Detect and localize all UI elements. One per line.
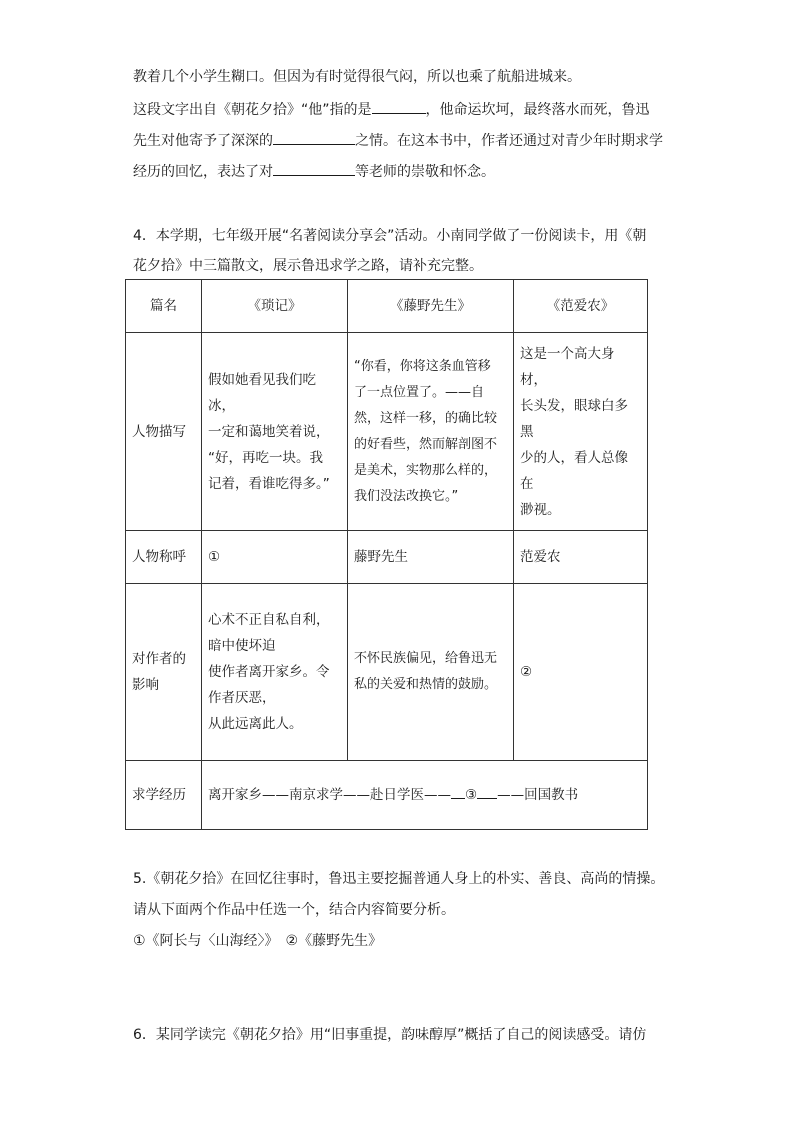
cell-description-tengye: “你看，你将这条血管移 了一点位置了。——自 然，这样一移，的确比较 的好看些，然而解剖图不 是美术，实物那么样的， 我们没法改换它。” (348, 333, 514, 531)
question-3-line-3: 经历的回忆，表达了对 等老师的崇敬和怀念。 (133, 161, 673, 182)
header-title: 篇名 (126, 280, 202, 333)
header-fanainong: 《范爱农》 (514, 280, 648, 333)
cell-description-suoji: 假如她看见我们吃冰， 一定和蔼地笑着说， “好，再吃一块。我 记着，看谁吃得多。” (202, 333, 348, 531)
cell-description-fanainong: 这是一个高大身材， 长头发，眼球白多黑 少的人，看人总像在 渺视。 (514, 333, 648, 531)
path-blank-right[interactable] (477, 784, 497, 799)
row-label-path: 求学经历 (126, 761, 202, 830)
row-label-name: 人物称呼 (126, 531, 202, 584)
question-4-line-2: 花夕拾》中三篇散文，展示鲁迅求学之路，请补充完整。 (133, 258, 483, 274)
question-5-line-1: 5.《朝花夕拾》在回忆往事时，鲁迅主要挖掘普通人身上的朴实、善良、高尚的情操。 (133, 871, 665, 887)
answer-blank-1[interactable] (372, 99, 426, 114)
path-blank-left[interactable] (451, 784, 465, 799)
question-3-line-1: 这段文字出自《朝花夕拾》“他”指的是 ，他命运坎坷，最终落水而死，鲁迅 (133, 99, 673, 120)
path-blank-3-mark[interactable]: ③ (465, 787, 478, 803)
table-header-row (126, 280, 648, 333)
table-row-description (126, 333, 648, 531)
question-5-line-2: 请从下面两个作品中任选一个，结合内容简要分析。 (133, 902, 455, 918)
header-tengye: 《藤野先生》 (348, 280, 514, 333)
cell-effect-blank-2[interactable]: ② (514, 584, 648, 761)
cell-name-tengye: 藤野先生 (348, 531, 514, 584)
row-label-effect: 对作者的 影响 (126, 584, 202, 761)
cell-effect-suoji: 心术不正自私自利， 暗中使坏迫 使作者离开家乡。令 作者厌恶， 从此远离此人。 (202, 584, 348, 761)
cell-name-fanainong: 范爱农 (514, 531, 648, 584)
question-4-line-1: 4．本学期，七年级开展“名著阅读分享会”活动。小南同学做了一份阅读卡，用《朝 (133, 228, 647, 244)
question-5-options: ①《阿长与〈山海经〉》 ②《藤野先生》 (133, 933, 383, 949)
table-row-name (126, 531, 648, 584)
reading-card-table (125, 279, 648, 830)
question-3-line-2: 先生对他寄予了深深的 之情。在这本书中，作者还通过对青少年时期求学 (133, 130, 673, 151)
table-row-effect (126, 584, 648, 761)
question-6-line-1: 6．某同学读完《朝花夕拾》用“旧事重提，韵味醇厚”概括了自己的阅读感受。请仿 (133, 1027, 647, 1043)
answer-blank-2[interactable] (273, 130, 355, 145)
row-label-description: 人物描写 (126, 333, 202, 531)
table-row-path (126, 761, 648, 830)
passage-line-1: 教着几个小学生糊口。但因为有时觉得很气闷，所以也乘了航船进城来。 (133, 69, 581, 85)
answer-blank-3[interactable] (273, 161, 355, 176)
cell-study-path: 离开家乡——南京求学——赴日学医—— ③ ——回国教书 (202, 761, 648, 830)
header-suoji: 《琐记》 (202, 280, 348, 333)
cell-name-blank-1[interactable]: ① (202, 531, 348, 584)
cell-effect-tengye: 不怀民族偏见，给鲁迅无 私的关爱和热情的鼓励。 (348, 584, 514, 761)
